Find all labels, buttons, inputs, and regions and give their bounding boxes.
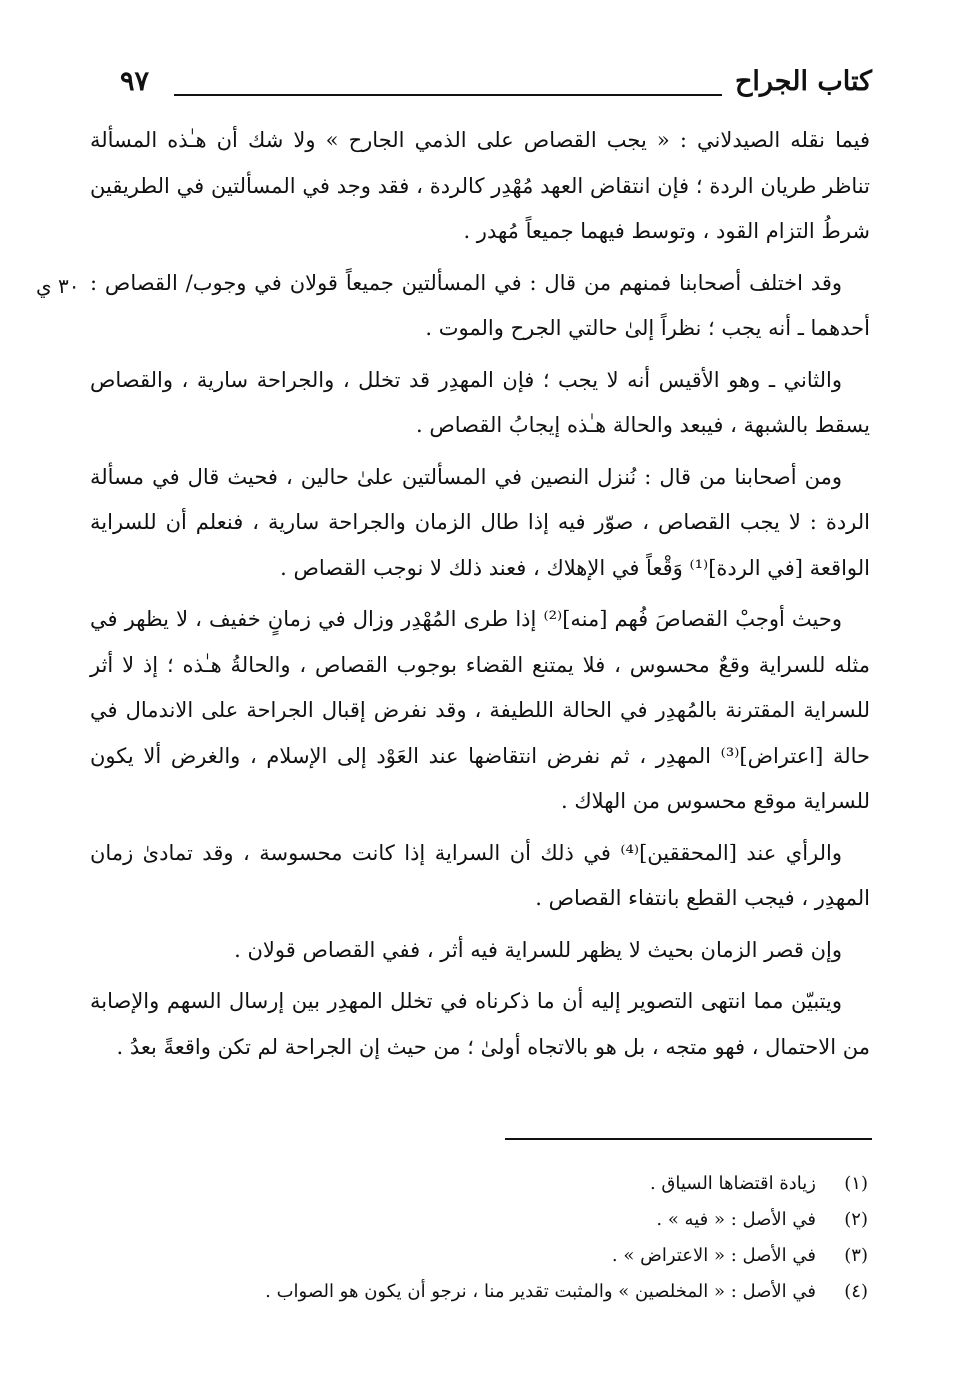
paragraph: ويتبيّن مما انتهى التصوير إليه أن ما ذكرناه في تخلل المهدِر بين إرسال السهم والإصابة من الاحتمال ، فهو متجه ، بل هو بالاتجاه أولىٰ ؛ من حيث إن الجراحة لم تكن واقعةً بعدُ . — [90, 989, 870, 1059]
running-header — [96, 66, 872, 110]
paragraph: والثاني ـ وهو الأقيس أنه لا يجب ؛ فإن المهدِر قد تخلل ، والجراحة سارية ، والقصاص يسقط بالشبهة ، فيبعد والحالة هـٰذه إيجابُ القصاص . — [90, 367, 870, 437]
footnote — [150, 1274, 868, 1310]
footnote-number: (٣) — [844, 1245, 868, 1266]
paragraph: فيما نقله الصيدلاني : « يجب القصاص على الذمي الجارح » ولا شك أن هـٰذه المسألة تناظر طريان الردة ؛ فإن انتقاض العهد مُهْدِر كالردة ، فقد وجد في المسألتين في الطريقين شرطُ التزام القود ، وتوسط فيهما جميعاً مُهدر . — [90, 128, 870, 243]
paragraph: وإن قصر الزمان بحيث لا يظهر للسراية فيه أثر ، ففي القصاص قولان . — [234, 937, 842, 962]
footnotes — [150, 1166, 868, 1310]
chapter-title: كتاب الجراح — [734, 66, 872, 97]
paragraph: والرأي عند [المحققين]⁽⁴⁾ في ذلك أن السراية إذا كانت محسوسة ، وقد تمادىٰ زمان المهدِر ، فيجب القطع بانتفاء القصاص . — [90, 840, 870, 910]
footnote-number: (٢) — [844, 1209, 868, 1230]
footnote — [150, 1202, 868, 1238]
footnote — [150, 1166, 868, 1202]
margin-folio-note: ٣٠ ي — [36, 274, 80, 298]
footnote-number: (٤) — [844, 1281, 868, 1302]
footnote-text: في الأصل : « الاعتراض » . — [611, 1245, 816, 1266]
footnote-text: في الأصل : « فيه » . — [656, 1209, 816, 1230]
paragraph: وحيث أوجبْ القصاصَ فُهم [منه]⁽²⁾ إذا طرى المُهْدِر وزال في زمانٍ خفيف ، لا يظهر في مثله للسراية وقعٌ محسوس ، فلا يمتنع القضاء بوجوب القصاص ، والحالةُ هـٰذه ؛ إذ لا أثر للسراية المقترنة بالمُهدِر في الحالة اللطيفة ، وقد نفرض إقبال الجراحة على الاندمال في حالة [اعتراض]⁽³⁾ المهدِر ، ثم نفرض انتقاضها عند العَوْد إلى الإسلام ، والغرض ألا يكون للسراية موقع محسوس من الهلاك . — [90, 607, 871, 813]
header-rule — [174, 94, 722, 96]
footnote-number: (١) — [844, 1173, 868, 1194]
footnote-text: في الأصل : « المخلصين » والمثبت تقدير منا ، نرجو أن يكون هو الصواب . — [265, 1281, 816, 1302]
main-text — [90, 118, 870, 1076]
page-number: ٩٧ — [120, 66, 150, 97]
paragraph: وقد اختلف أصحابنا فمنهم من قال : في المسألتين جميعاً قولان في وجوب/ القصاص : أحدهما ـ أنه يجب ؛ نظراً إلىٰ حالتي الجرح والموت . — [90, 270, 870, 340]
footnote-separator — [505, 1138, 872, 1140]
footnote-text: زيادة اقتضاها السياق . — [649, 1173, 816, 1194]
footnote — [150, 1238, 868, 1274]
paragraph: ومن أصحابنا من قال : نُنزل النصين في المسألتين علىٰ حالين ، فحيث قال في مسألة الردة : لا يجب القصاص ، صوّر فيه إذا طال الزمان والجراحة سارية ، فنعلم أن للسراية الواقعة [في الردة]⁽¹⁾ وَقْعاً في الإهلاك ، فعند ذلك لا نوجب القصاص . — [90, 464, 870, 580]
